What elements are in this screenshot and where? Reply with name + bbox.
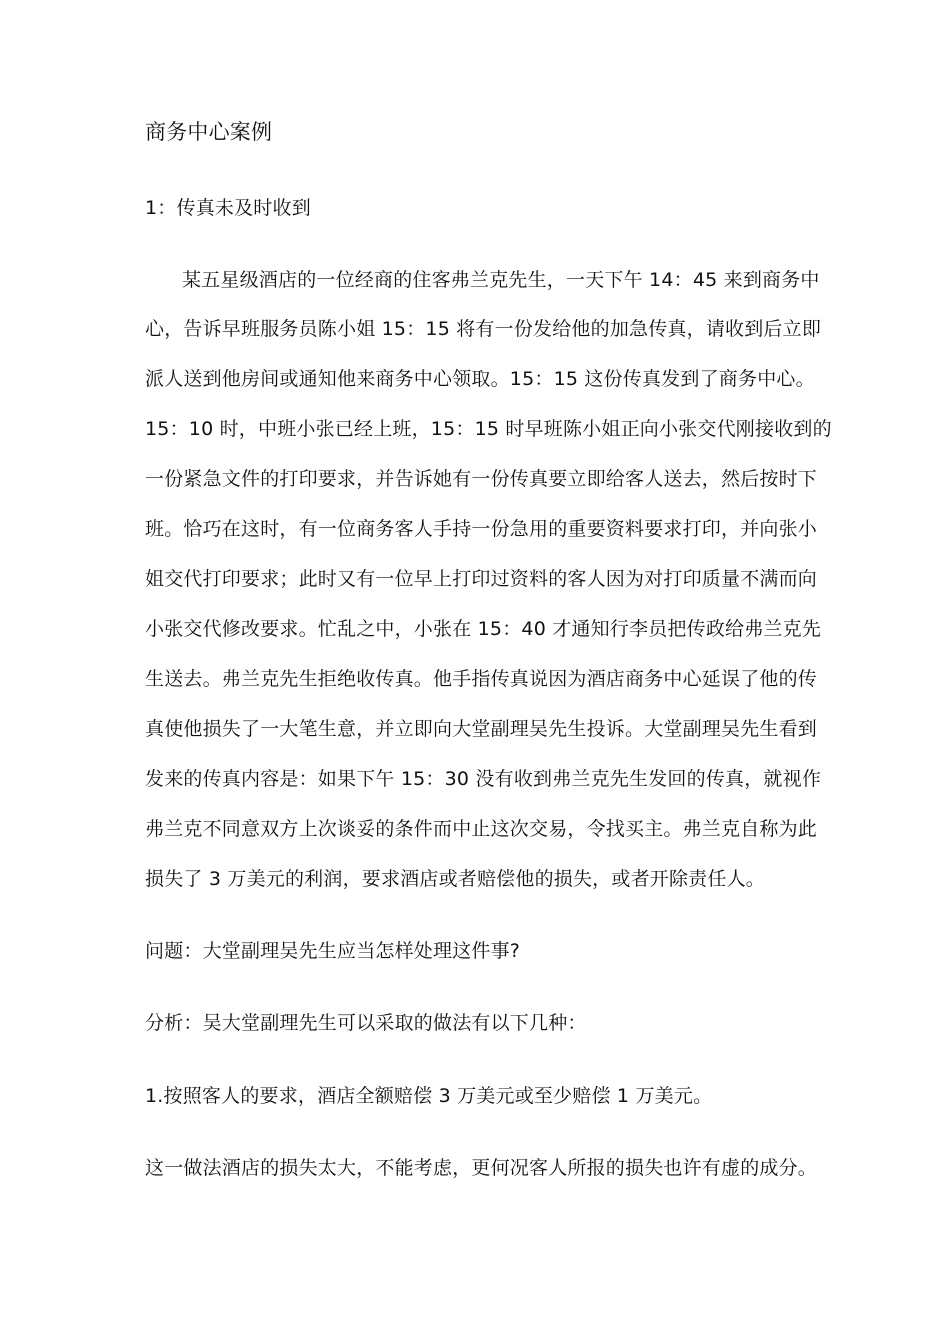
body-line: 发来的传真内容是：如果下午 15：30 没有收到弗兰克先生发回的传真，就视作 [145,768,822,790]
body-line: 一份紧急文件的打印要求，并告诉她有一份传真要立即给客人送去，然后按时下 [145,468,818,490]
body-line: 弗兰克不同意双方上次谈妥的条件而中止这次交易，令找买主。弗兰克自称为此 [145,818,818,840]
option-1-text: 1.按照客人的要求，酒店全额赔偿 3 万美元或至少赔偿 1 万美元。 [145,1085,713,1107]
body-line: 派人送到他房间或通知他来商务中心领取。15：15 这份传真发到了商务中心。 [145,368,815,390]
body-line: 生送去。弗兰克先生拒绝收传真。他手指传真说因为酒店商务中心延误了他的传 [145,668,818,690]
body-line: 某五星级酒店的一位经商的住客弗兰克先生，一天下午 14：45 来到商务中 [182,269,820,291]
case-heading: 1：传真未及时收到 [145,197,311,219]
document-title: 商务中心案例 [145,120,273,144]
body-line: 班。恰巧在这时，有一位商务客人手持一份急用的重要资料要求打印，并向张小 [145,518,818,540]
body-line: 小张交代修改要求。忙乱之中，小张在 15：40 才通知行李员把传政给弗兰克先 [145,618,822,640]
option-1-comment: 这一做法酒店的损失太大，不能考虑，更何况客人所报的损失也许有虚的成分。 [145,1157,818,1179]
body-line: 姐交代打印要求；此时又有一位早上打印过资料的客人因为对打印质量不满而向 [145,568,818,590]
body-line: 15：10 时，中班小张已经上班，15：15 时早班陈小姐正向小张交代刚接收到的 [145,418,832,440]
body-line: 损失了 3 万美元的利润，要求酒店或者赔偿他的损失，或者开除责任人。 [145,868,765,890]
body-line: 心，告诉早班服务员陈小姐 15：15 将有一份发给他的加急传真，请收到后立即 [145,318,822,340]
analysis-text: 分析：吴大堂副理先生可以采取的做法有以下几种： [145,1012,587,1034]
body-line: 真使他损失了一大笔生意，并立即向大堂副理吴先生投诉。大堂副理吴先生看到 [145,718,818,740]
question-text: 问题：大堂副理吴先生应当怎样处理这件事? [145,940,521,962]
